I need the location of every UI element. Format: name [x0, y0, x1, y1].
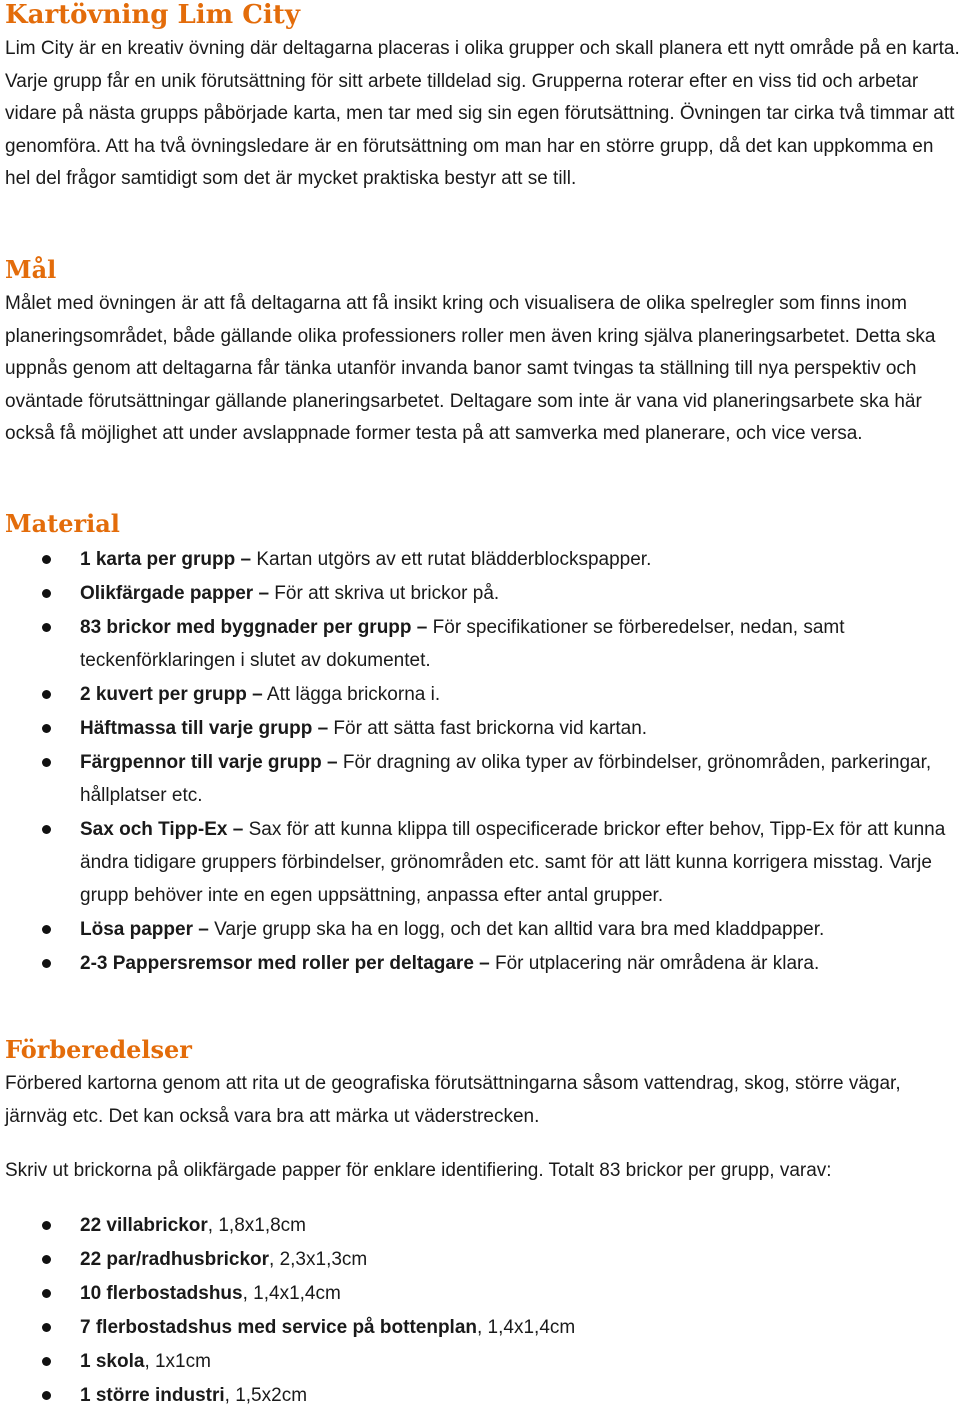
bullet-icon	[42, 1289, 51, 1298]
brick-list	[5, 1209, 960, 1413]
list-item: 1 större industri, 1,5x2cm	[5, 1379, 960, 1412]
bullet-icon	[42, 690, 51, 699]
bullet-icon	[42, 925, 51, 934]
bullet-icon	[42, 724, 51, 733]
bullet-icon	[42, 758, 51, 767]
bullet-icon	[42, 1323, 51, 1332]
list-item: 1 karta per grupp – Kartan utgörs av ett rutat blädderblockspapper.	[5, 543, 960, 576]
prep-paragraph-1: Förbered kartorna genom att rita ut de geografiska förutsättningarna såsom vattendrag, skog, större vägar, järnväg etc. Det kan också vara bra att märka ut väderstrecken.	[5, 1073, 901, 1127]
bullet-icon	[42, 1255, 51, 1264]
list-item: 22 par/radhusbrickor, 2,3x1,3cm	[5, 1243, 960, 1276]
material-list	[5, 543, 960, 981]
list-item: 2 kuvert per grupp – Att lägga brickorna i.	[5, 678, 960, 711]
intro-paragraph: Lim City är en kreativ övning där deltagarna placeras i olika grupper och skall planera ett nytt område på en karta. Varje grupp får en unik förutsättning för sitt arbete tilldelad sig. Grupperna roterar efter en viss tid och arbetar vidare på nästa grupps påbörjade karta, men tar med sig sin egen förutsättning. Övningen tar cirka två timmar att genomföra. Att ha två övningsledare är en förutsättning om man har en större grupp, då det kan uppkomma en hel del frågor samtidigt som det är mycket praktiska bestyr att se till.	[5, 38, 960, 190]
prep-paragraph-2: Skriv ut brickorna på olikfärgade papper för enklare identifiering. Totalt 83 brickor per grupp, varav:	[5, 1160, 832, 1181]
bullet-icon	[42, 1221, 51, 1230]
goal-heading: Mål	[5, 255, 57, 284]
bullet-icon	[42, 1357, 51, 1366]
bullet-icon	[42, 959, 51, 968]
list-item: Olikfärgade papper – För att skriva ut brickor på.	[5, 577, 960, 610]
list-item: 10 flerbostadshus, 1,4x1,4cm	[5, 1277, 960, 1310]
bullet-icon	[42, 623, 51, 632]
list-item: Sax och Tipp-Ex – Sax för att kunna klippa till ospecificerade brickor efter behov, Tipp-Ex för att kunna ändra tidigare gruppers förbindelser, grönområden etc. samt för att lätt kunna korrigera misstag. Varje grupp behöver inte en egen uppsättning, anpassa efter antal grupper.	[5, 813, 960, 912]
goal-paragraph: Målet med övningen är att få deltagarna att få insikt kring och visualisera de olika spelregler som finns inom planeringsområdet, både gällande olika professioners roller men även kring själva planeringsarbetet. Detta ska uppnås genom att deltagarna får tänka utanför invanda banor samt tvingas ta ställning till nya perspektiv och oväntade förutsättningar gällande planeringsarbetet. Deltagare som inte är vana vid planeringsarbete ska här också få möjlighet att under avslappnade former testa på att samverka med planerare, och vice versa.	[5, 293, 936, 445]
material-heading: Material	[5, 509, 120, 538]
bullet-icon	[42, 589, 51, 598]
list-item: 7 flerbostadshus med service på bottenplan, 1,4x1,4cm	[5, 1311, 960, 1344]
list-item: Färgpennor till varje grupp – För dragning av olika typer av förbindelser, grönområden, parkeringar, hållplatser etc.	[5, 746, 960, 812]
list-item: Lösa papper – Varje grupp ska ha en logg, och det kan alltid vara bra med kladdpapper.	[5, 913, 960, 946]
list-item: 1 skola, 1x1cm	[5, 1345, 960, 1378]
bullet-icon	[42, 1391, 51, 1400]
bullet-icon	[42, 825, 51, 834]
list-item: Häftmassa till varje grupp – För att sätta fast brickorna vid kartan.	[5, 712, 960, 745]
bullet-icon	[42, 555, 51, 564]
list-item: 22 villabrickor, 1,8x1,8cm	[5, 1209, 960, 1242]
list-item: 2-3 Pappersremsor med roller per deltagare – För utplacering när områdena är klara.	[5, 947, 960, 980]
prep-heading: Förberedelser	[5, 1035, 192, 1064]
page-title: Kartövning Lim City	[5, 0, 300, 30]
list-item: 83 brickor med byggnader per grupp – För specifikationer se förberedelser, nedan, samt teckenförklaringen i slutet av dokumentet.	[5, 611, 960, 677]
